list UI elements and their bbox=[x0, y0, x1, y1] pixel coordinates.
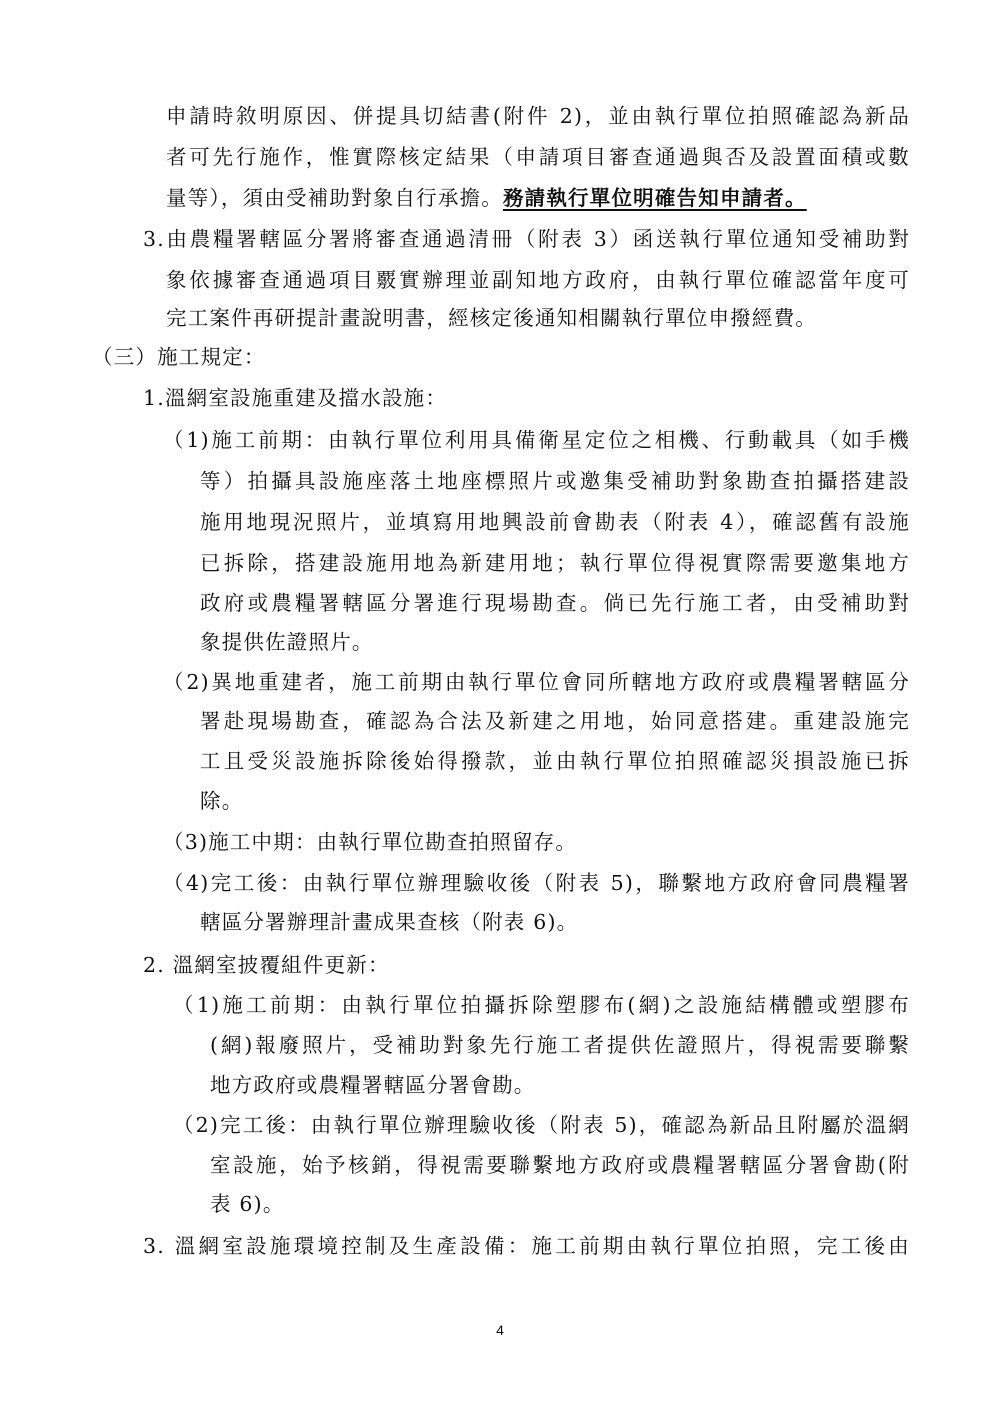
text-line: 象提供佐證照片。 bbox=[200, 630, 374, 654]
text-line: 等）拍攝具設施座落土地座標照片或邀集受補助對象勘查拍攝搭建設 bbox=[200, 469, 910, 493]
text-line: 者可先行施作，惟實際核定結果（申請項目審查通過與否及設置面積或數 bbox=[166, 145, 910, 169]
text-line: 室設施，始予核銷，得視需要聯繫地方政府或農糧署轄區分署會勘(附 bbox=[210, 1153, 910, 1177]
text-line: 施用地現況照片，並填寫用地興設前會勘表（附表 4），確認舊有設施 bbox=[200, 510, 910, 534]
text-line-start: 量等），須由受補助對象自行承擔。 bbox=[166, 186, 503, 210]
emphasis-notice: 務請執行單位明確告知申請者。 bbox=[502, 186, 807, 210]
text-line: 署赴現場勘查，確認為合法及新建之用地，始同意搭建。重建設施完 bbox=[200, 709, 910, 733]
text-line: 已拆除，搭建設施用地為新建用地；執行單位得視實際需要邀集地方 bbox=[200, 551, 910, 575]
text-line: （3)施工中期：由執行單位勘查拍照留存。 bbox=[163, 830, 578, 854]
page-number: 4 bbox=[496, 1322, 504, 1338]
text-line: （1)施工前期：由執行單位拍攝拆除塑膠布(網)之設施結構體或塑膠布 bbox=[173, 993, 910, 1017]
text-line: 象依據審查通過項目覈實辦理並副知地方政府，由執行單位確認當年度可 bbox=[166, 268, 910, 292]
text-line bbox=[166, 183, 807, 213]
text-line: 政府或農糧署轄區分署進行現場勘查。倘已先行施工者，由受補助對 bbox=[200, 591, 910, 615]
text-line: 完工案件再研提計畫說明書，經核定後通知相關執行單位申撥經費。 bbox=[166, 306, 817, 330]
text-line: 工且受災設施拆除後始得撥款，並由執行單位拍照確認災損設施已拆 bbox=[200, 749, 910, 773]
text-line: （2)異地重建者，施工前期由執行單位會同所轄地方政府或農糧署轄區分 bbox=[163, 670, 910, 694]
text-line: 表 6)。 bbox=[210, 1192, 285, 1216]
subsection-heading: 2. 溫網室披覆組件更新： bbox=[143, 953, 390, 977]
subsection-heading: 1.溫網室設施重建及擋水設施： bbox=[143, 386, 448, 410]
text-line: 地方政府或農糧署轄區分署會勘。 bbox=[210, 1073, 536, 1097]
text-line: (網)報廢照片，受補助對象先行施工者提供佐證照片，得視需要聯繫 bbox=[210, 1033, 910, 1057]
text-line: （4)完工後：由執行單位辦理驗收後（附表 5)，聯繫地方政府會同農糧署 bbox=[163, 871, 910, 895]
text-line: 轄區分署辦理計畫成果查核（附表 6)。 bbox=[200, 910, 579, 934]
text-line: 3. 溫網室設施環境控制及生產設備：施工前期由執行單位拍照，完工後由 bbox=[143, 1234, 910, 1258]
text-line: 除。 bbox=[200, 789, 244, 813]
text-line: （1)施工前期：由執行單位利用具備衛星定位之相機、行動載具（如手機 bbox=[163, 428, 910, 452]
text-line: 3.由農糧署轄區分署將審查通過清冊（附表 3）函送執行單位通知受補助對 bbox=[143, 227, 910, 251]
text-line: （2)完工後：由執行單位辦理驗收後（附表 5)，確認為新品且附屬於溫網 bbox=[173, 1113, 910, 1137]
text-line: 申請時敘明原因、併提具切結書(附件 2)，並由執行單位拍照確認為新品 bbox=[166, 104, 910, 128]
section-heading: （三）施工規定： bbox=[92, 345, 266, 369]
